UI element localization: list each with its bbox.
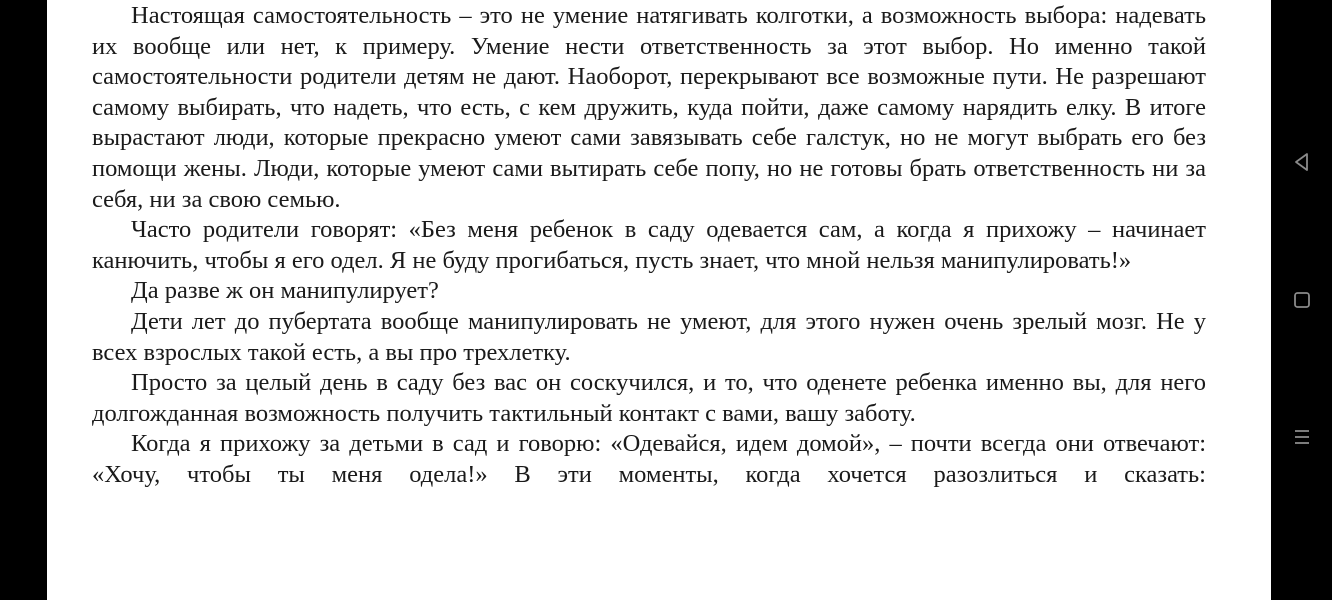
paragraph-1: Настоящая самостоятельность – это не умение натягивать колготки, а возможность выбора: надевать их вообще или нет, к примеру. Умение нести ответственность за этот выбор. Но именно такой самостоятельности родители детям не дают. Наоборот, перекрывают все возможные пути. Не разрешают самому выбирать, что надеть, что есть, с кем дружить, куда пойти, даже самому нарядить елку. В итоге вырастают люди, которые прекрасно умеют сами завязывать себе галстук, но не могут выбрать его без помощи жены. Люди, которые умеют сами вытирать себе попу, но не готовы брать ответственность ни за себя, ни за свою семью. bbox=[92, 2, 1206, 213]
paragraph-3: Да разве ж он манипулирует? bbox=[131, 277, 439, 305]
recents-lines-icon bbox=[1292, 427, 1312, 447]
back-triangle-icon bbox=[1292, 152, 1312, 172]
system-navigation-bar bbox=[1271, 0, 1332, 600]
paragraph-6: Когда я прихожу за детьми в сад и говорю: «Одевайся, идем домой», – почти всегда они отвечают: «Хочу, чтобы ты меня одела!» В эти моменты, когда хочется разозлиться и сказать: bbox=[92, 430, 1206, 488]
home-button[interactable] bbox=[1290, 288, 1314, 312]
back-button[interactable] bbox=[1290, 150, 1314, 174]
home-square-icon bbox=[1292, 290, 1312, 310]
book-text bbox=[92, 1, 1206, 491]
reader-page[interactable] bbox=[47, 0, 1271, 600]
paragraph-4: Дети лет до пубертата вообще манипулировать не умеют, для этого нужен очень зрелый мозг. Не у всех взрослых такой есть, а вы про трехлетку. bbox=[92, 307, 1206, 366]
recents-button[interactable] bbox=[1290, 425, 1314, 449]
paragraph-2: Часто родители говорят: «Без меня ребенок в саду одевается сам, а когда я прихожу – начинает канючить, чтобы я его одел. Я не буду прогибаться, пусть знает, что мной нельзя манипулировать!» bbox=[92, 216, 1206, 274]
paragraph-5: Просто за целый день в саду без вас он соскучился, и то, что оденете ребенка именно вы, для него долгожданная возможность получить тактильный контакт с вами, вашу заботу. bbox=[92, 369, 1206, 427]
